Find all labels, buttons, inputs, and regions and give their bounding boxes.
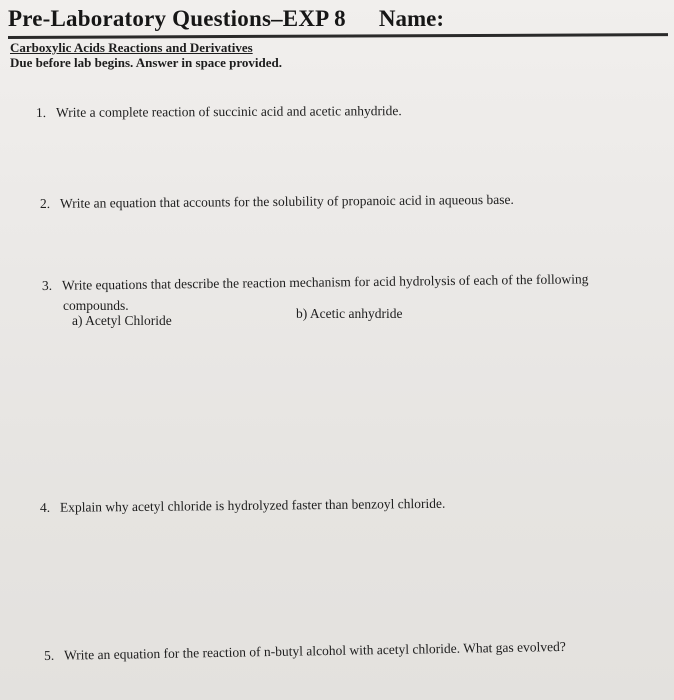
question-number: 3. [41, 277, 53, 293]
question-number: 2. [39, 195, 51, 211]
section-subtitle: Carboxylic Acids Reactions and Derivatives [10, 40, 253, 55]
page-title: Pre-Laboratory Questions–EXP 8 [8, 6, 346, 31]
question-3-part-b: b) Acetic anhydride [296, 306, 403, 321]
question-text: Write an equation for the reaction of n-butyl alcohol with acetyl chloride. What gas evolved? [63, 638, 566, 663]
question-4 [40, 496, 446, 516]
question-text: Write an equation that accounts for the solubility of propanoic acid in aqueous base. [59, 191, 514, 211]
question-text: Explain why acetyl chloride is hydrolyzed faster than benzoyl chloride. [59, 495, 446, 515]
title-underline [8, 33, 668, 39]
question-number: 5. [43, 647, 55, 663]
question-3 [42, 271, 589, 294]
question-3-continuation: compounds. [63, 298, 129, 313]
question-text: Write equations that describe the reaction mechanism for acid hydrolysis of each of the following [61, 271, 589, 293]
question-2 [40, 192, 514, 212]
question-1 [36, 103, 402, 121]
instructions: Due before lab begins. Answer in space provided. [10, 55, 282, 70]
header-row [8, 6, 444, 32]
question-text: Write a complete reaction of succinic acid and acetic anhydride. [55, 103, 402, 120]
question-number: 1. [35, 104, 47, 120]
question-number: 4. [39, 499, 51, 515]
name-label: Name: [378, 6, 445, 31]
question-5 [44, 639, 566, 664]
question-3-part-a: a) Acetyl Chloride [72, 313, 172, 328]
